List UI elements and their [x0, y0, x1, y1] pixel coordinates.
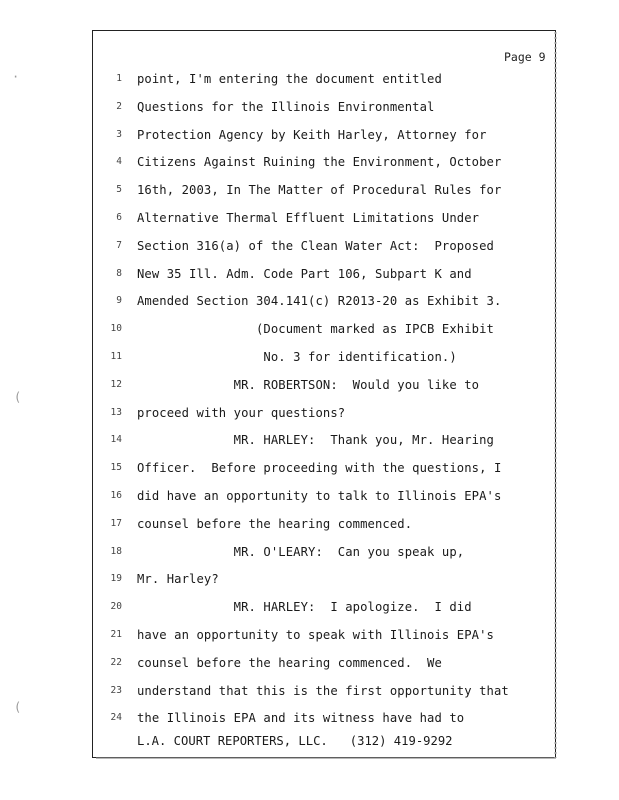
transcript-line: have an opportunity to speak with Illinois EPA's	[137, 628, 494, 642]
reporter-footer: L.A. COURT REPORTERS, LLC. (312) 419-9292	[137, 734, 453, 748]
transcript-line: Officer. Before proceeding with the questions, I	[137, 461, 502, 476]
line-number: 19	[110, 573, 122, 585]
line-number: 24	[110, 712, 122, 724]
page-number: Page 9	[504, 50, 546, 64]
transcript-line: proceed with your questions?	[137, 405, 346, 420]
margin-smudge: ·	[12, 70, 20, 84]
transcript-line: (Document marked as IPCB Exhibit	[137, 322, 494, 337]
line-number: 11	[110, 351, 122, 362]
transcript-line: counsel before the hearing commenced. We	[137, 655, 442, 670]
line-number: 22	[110, 656, 122, 668]
transcript-line: Questions for the Illinois Environmental	[137, 99, 435, 114]
transcript-line: point, I'm entering the document entitled	[137, 72, 442, 86]
transcript-line: Citizens Against Ruining the Environment, October	[137, 155, 502, 170]
transcript-line: New 35 Ill. Adm. Code Part 106, Subpart K and	[137, 266, 472, 281]
line-number: 1	[116, 73, 122, 84]
transcript-line: Amended Section 304.141(c) R2013-20 as Exhibit 3.	[137, 294, 502, 309]
line-number: 21	[110, 629, 122, 640]
transcript-line: Mr. Harley?	[137, 572, 219, 587]
line-number: 2	[116, 100, 122, 112]
margin-mark-left: (	[14, 390, 22, 404]
line-number: 3	[116, 128, 122, 140]
line-number: 23	[110, 684, 122, 696]
line-number: 5	[116, 184, 122, 196]
line-number: 7	[116, 239, 122, 251]
transcript-line: Protection Agency by Keith Harley, Attorney for	[137, 127, 487, 142]
line-number: 6	[116, 212, 122, 223]
transcript-line: the Illinois EPA and its witness have had to	[137, 711, 465, 726]
line-number: 16	[110, 490, 122, 501]
line-number: 4	[116, 156, 122, 168]
transcript-line: understand that this is the first opportunity that	[137, 683, 509, 698]
scan-edge-shading	[554, 32, 557, 758]
line-number: 13	[110, 406, 122, 418]
line-number: 9	[116, 295, 122, 307]
line-number: 20	[110, 601, 122, 613]
transcript-line: MR. ROBERTSON: Would you like to	[137, 377, 480, 392]
line-number: 10	[110, 323, 122, 335]
transcript-line: Section 316(a) of the Clean Water Act: Proposed	[137, 238, 494, 253]
transcript-line: No. 3 for identification.)	[137, 350, 457, 364]
line-number: 12	[110, 378, 122, 390]
line-number: 8	[116, 267, 122, 279]
line-number: 18	[110, 545, 122, 557]
transcript-line: did have an opportunity to talk to Illinois EPA's	[137, 489, 502, 503]
page-bottom-shadow	[96, 757, 556, 759]
transcript-line: counsel before the hearing commenced.	[137, 516, 413, 531]
line-number: 14	[110, 434, 122, 446]
transcript-line: MR. HARLEY: Thank you, Mr. Hearing	[137, 433, 494, 448]
transcript-line: MR. HARLEY: I apologize. I did	[137, 600, 472, 615]
margin-mark-left: (	[14, 700, 22, 714]
line-number: 17	[110, 517, 122, 529]
transcript-line: MR. O'LEARY: Can you speak up,	[137, 544, 465, 559]
transcript-line: 16th, 2003, In The Matter of Procedural Rules for	[137, 183, 502, 198]
transcript-line: Alternative Thermal Effluent Limitations Under	[137, 211, 480, 225]
line-number: 15	[110, 462, 122, 474]
